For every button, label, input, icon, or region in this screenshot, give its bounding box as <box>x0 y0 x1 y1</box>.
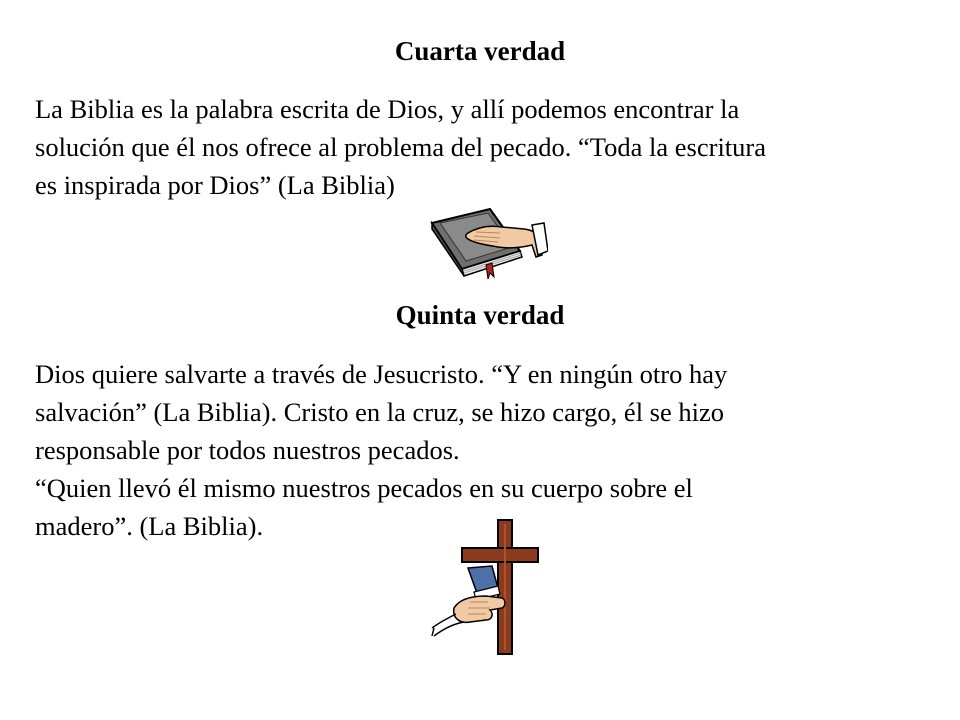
paragraph-quinta-verdad <box>35 355 935 545</box>
text-line: salvación” (La Biblia). Cristo en la cruz, se hizo cargo, él se hizo <box>35 397 724 427</box>
text-line: Dios quiere salvarte a través de Jesucristo. “Y en ningún otro hay <box>35 359 728 389</box>
section-heading-quinta-verdad: Quinta verdad <box>395 300 565 330</box>
text-line: “Quien llevó él mismo nuestros pecados en su cuerpo sobre el <box>35 473 693 503</box>
text-line: es inspirada por Dios” (La Biblia) <box>35 170 395 200</box>
hand-on-bible-icon <box>428 205 548 288</box>
paragraph-cuarta-verdad <box>35 90 935 204</box>
hand-holding-cross-icon <box>430 518 542 663</box>
text-line: responsable por todos nuestros pecados. <box>35 435 460 465</box>
section-heading-cuarta-verdad: Cuarta verdad <box>394 36 566 66</box>
text-line: La Biblia es la palabra escrita de Dios, y allí podemos encontrar la <box>35 94 740 124</box>
text-line: solución que él nos ofrece al problema del pecado. “Toda la escritura <box>35 132 767 162</box>
text-line: madero”. (La Biblia). <box>35 511 264 541</box>
